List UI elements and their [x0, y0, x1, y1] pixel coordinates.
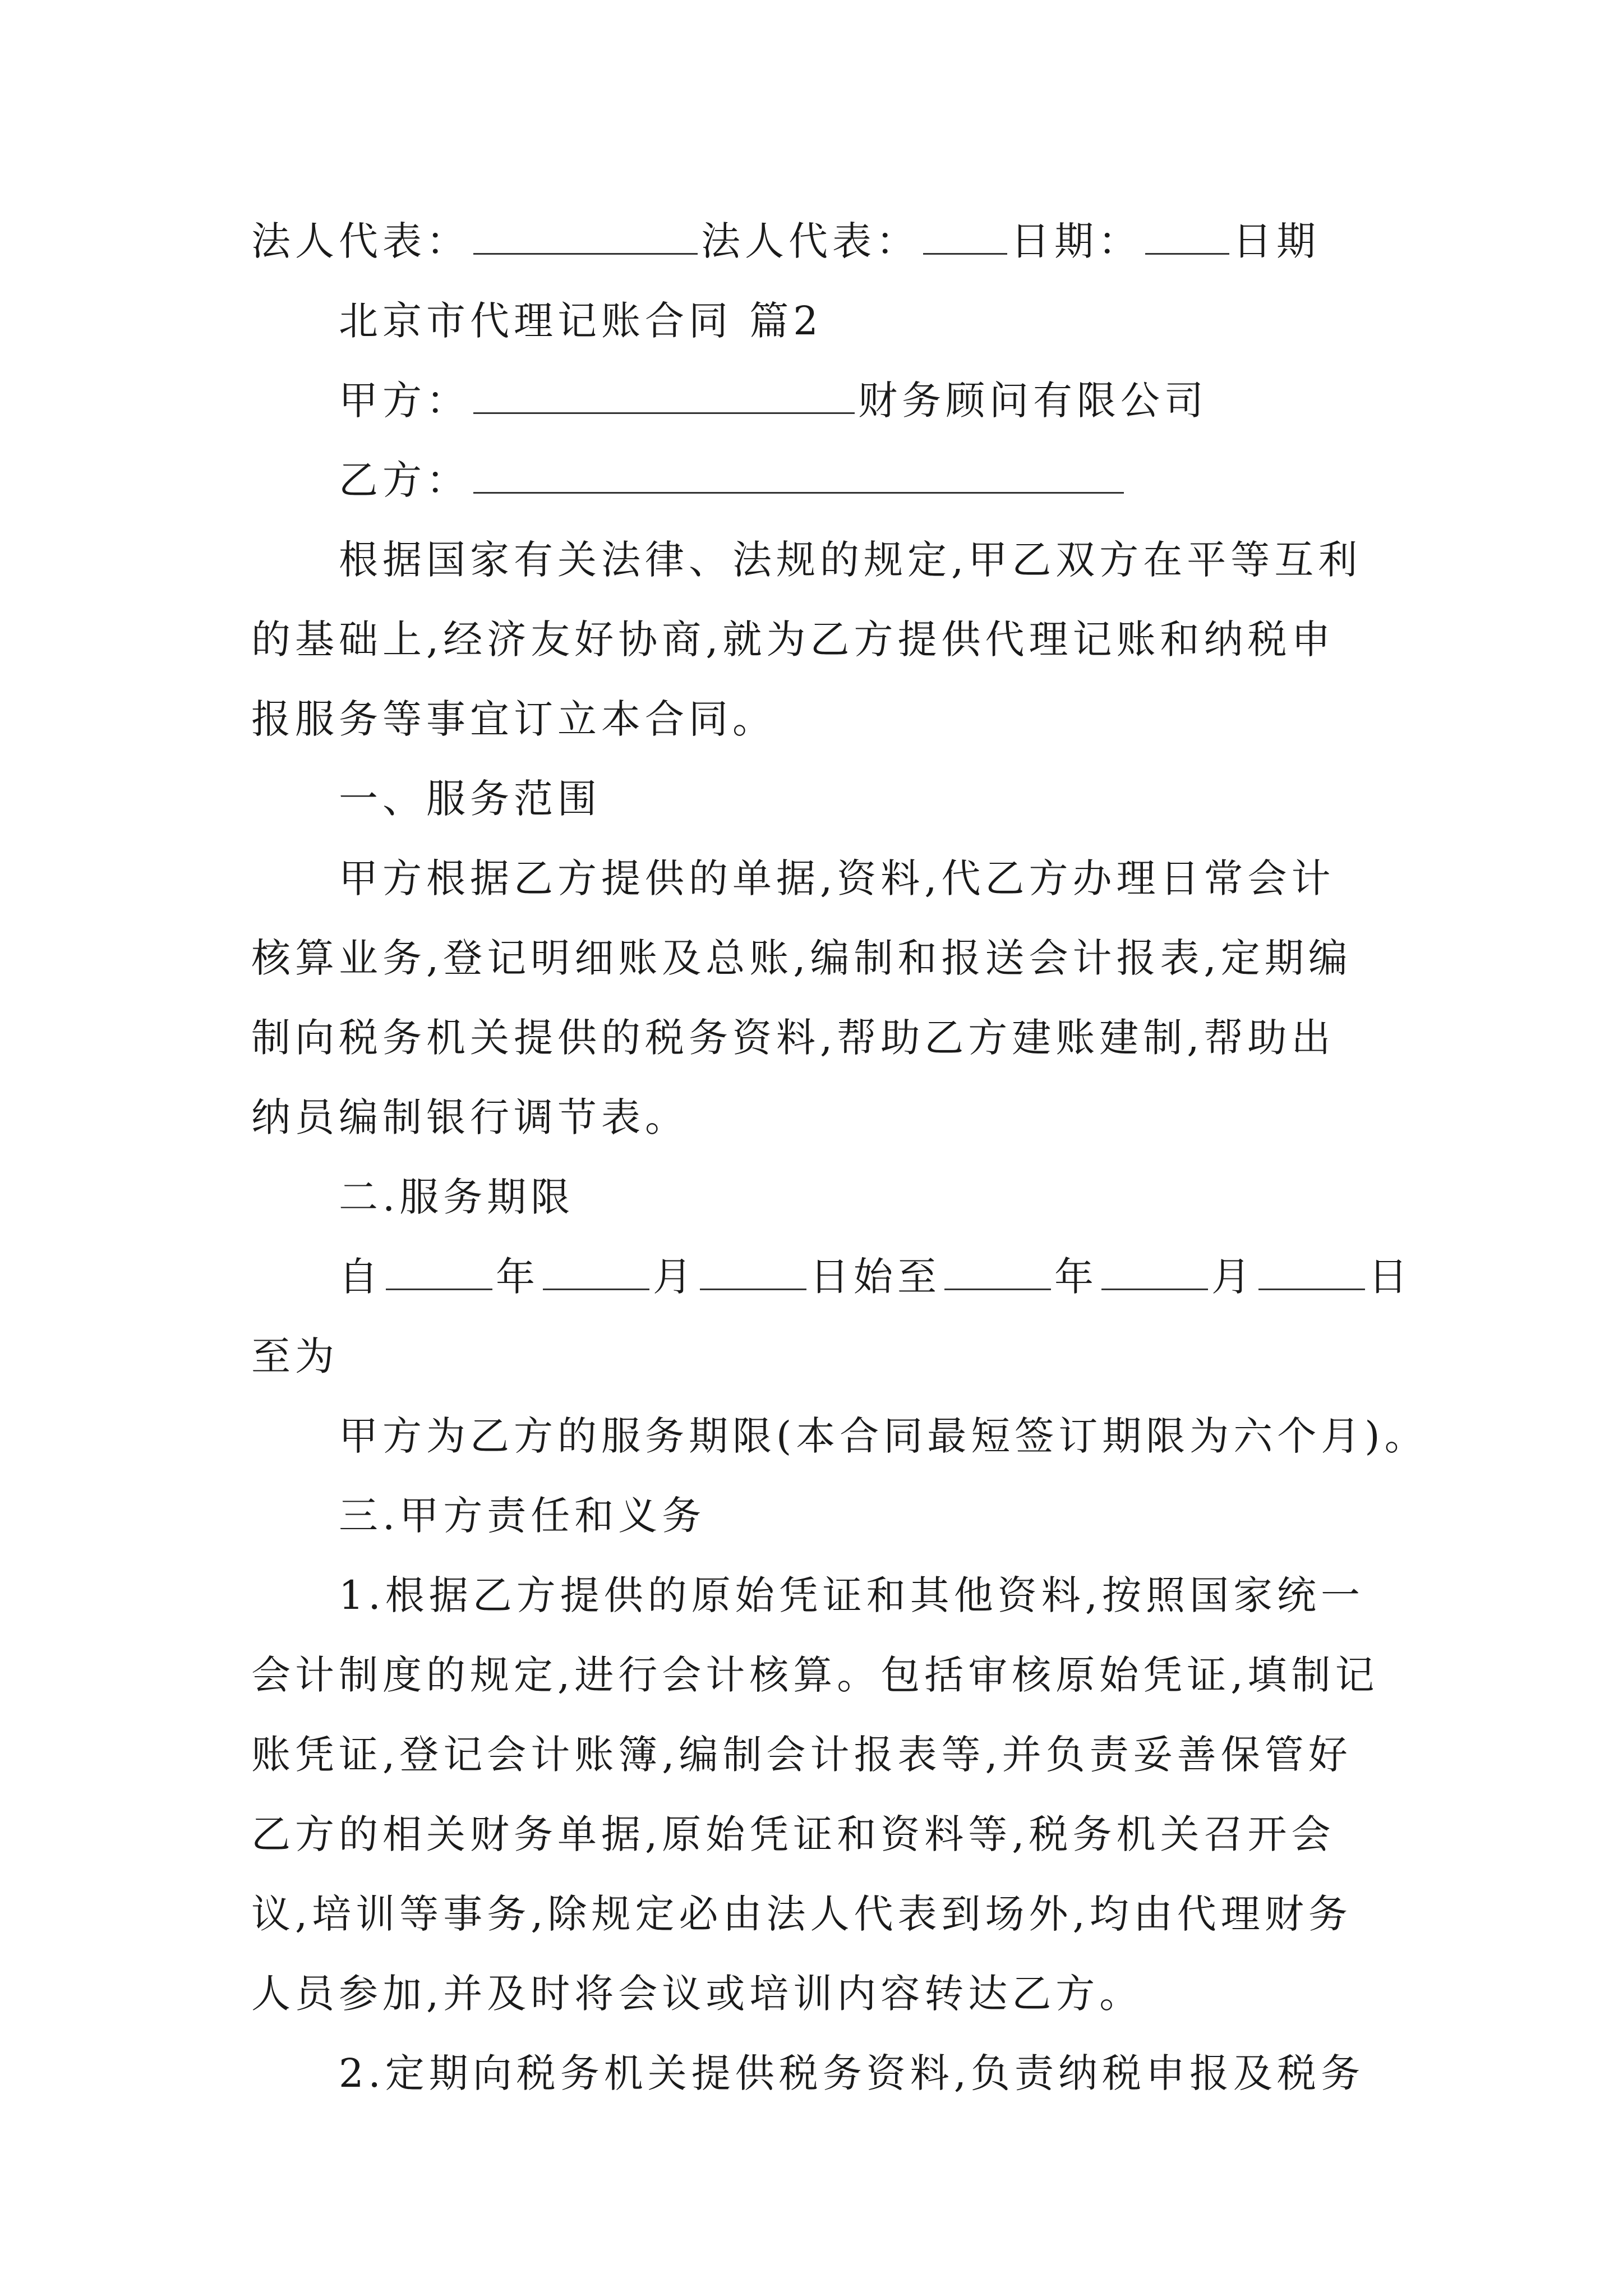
section1-line: 甲方根据乙方提供的单据,资料,代乙方办理日常会计	[339, 855, 1335, 901]
party-b-line	[339, 452, 1127, 508]
service-period-line	[339, 1249, 1412, 1305]
period-from: 自	[339, 1254, 382, 1300]
party-a-suffix: 财务顾问有限公司	[858, 378, 1208, 424]
date-a-blank[interactable]	[1145, 214, 1229, 255]
year2-blank[interactable]	[944, 1249, 1051, 1290]
rep-b-blank[interactable]	[923, 214, 1007, 255]
year1-blank[interactable]	[386, 1249, 492, 1290]
section1-line: 核算业务,登记明细账及总账,编制和报送会计报表,定期编	[251, 935, 1352, 981]
party-a-label: 甲方：	[339, 378, 470, 424]
month1-blank[interactable]	[543, 1249, 649, 1290]
period-note: 甲方为乙方的服务期限(本合同最短签订期限为六个月)。	[339, 1413, 1428, 1459]
section1-line: 制向税务机关提供的税务资料,帮助乙方建账建制,帮助出	[251, 1015, 1335, 1061]
item1-line: 议,培训等事务,除规定必由法人代表到场外,均由代理财务	[251, 1891, 1352, 1937]
signature-line	[251, 213, 1320, 269]
item1-line: 账凭证,登记会计账簿,编制会计报表等,并负责妥善保管好	[251, 1732, 1352, 1778]
section3-heading: 三.甲方责任和义务	[339, 1493, 706, 1539]
party-b-label: 乙方：	[339, 457, 470, 503]
party-b-blank[interactable]	[473, 453, 1124, 494]
contract-title: 北京市代理记账合同 篇2	[339, 298, 823, 344]
month2-blank[interactable]	[1101, 1249, 1208, 1290]
item2-line: 2.定期向税务机关提供税务资料,负责纳税申报及税务	[339, 2050, 1365, 2096]
intro-line: 根据国家有关法律、法规的规定,甲乙双方在平等互利	[339, 537, 1362, 583]
period-day2: 日	[1368, 1254, 1412, 1300]
period-month1: 月	[653, 1254, 697, 1300]
day2-blank[interactable]	[1258, 1249, 1365, 1290]
section1-heading: 一、服务范围	[339, 776, 601, 822]
date-b-label: 日期	[1233, 218, 1320, 264]
rep-b-label: 法人代表：	[701, 218, 920, 264]
period-year2: 年	[1054, 1254, 1098, 1300]
intro-line: 的基础上,经济友好协商,就为乙方提供代理记账和纳税申	[251, 616, 1335, 662]
period-year1: 年	[496, 1254, 540, 1300]
section2-heading: 二.服务期限	[339, 1174, 575, 1220]
period-cont: 至为	[251, 1333, 339, 1379]
period-month2: 月	[1211, 1254, 1255, 1300]
item1-line: 1.根据乙方提供的原始凭证和其他资料,按照国家统一	[339, 1572, 1365, 1618]
item1-line: 会计制度的规定,进行会计核算。包括审核原始凭证,填制记	[251, 1652, 1379, 1698]
period-day1-to: 日始至	[810, 1254, 941, 1300]
party-a-line	[339, 372, 1208, 429]
rep-a-label: 法人代表：	[251, 218, 470, 264]
item1-line: 人员参加,并及时将会议或培训内容转达乙方。	[251, 1971, 1144, 2017]
intro-line: 报服务等事宜订立本合同。	[251, 696, 776, 742]
date-a-label: 日期：	[1011, 218, 1142, 264]
party-a-blank[interactable]	[473, 373, 855, 414]
section1-line: 纳员编制银行调节表。	[251, 1094, 689, 1140]
item1-line: 乙方的相关财务单据,原始凭证和资料等,税务机关召开会	[251, 1811, 1335, 1857]
day1-blank[interactable]	[700, 1249, 806, 1290]
rep-a-blank[interactable]	[473, 214, 698, 255]
